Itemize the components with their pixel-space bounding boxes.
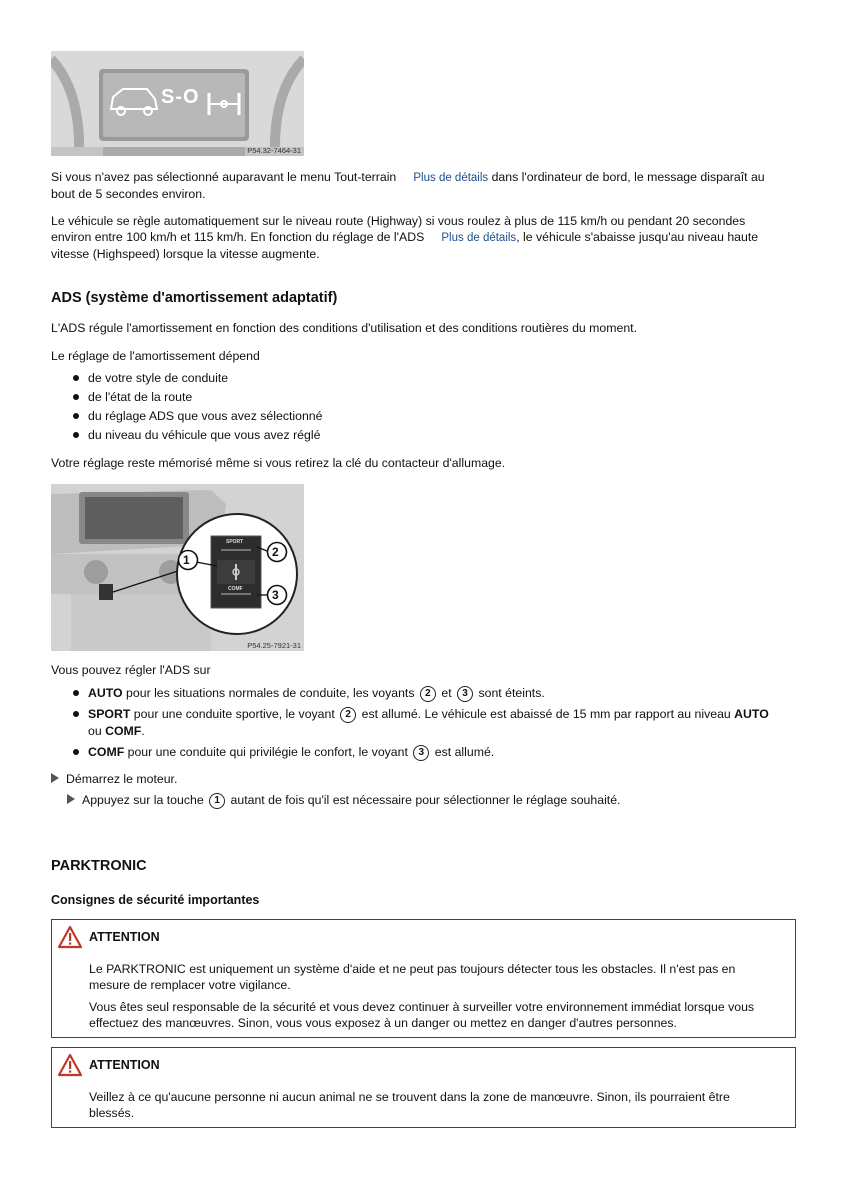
bullet-icon [73, 711, 79, 717]
warning-triangle-icon [57, 1053, 83, 1077]
bullet-icon [73, 432, 79, 438]
step-arrow-icon [67, 794, 75, 804]
comf-label: COMF [228, 586, 243, 592]
ads-settings-list [51, 685, 811, 766]
warning-title: ATTENTION [89, 930, 160, 944]
indicator-2-icon: 2 [340, 707, 356, 723]
step-start-engine: Démarrez le moteur. [51, 771, 177, 787]
indicator-2-icon: 2 [420, 686, 436, 702]
ads-paragraph-3: Votre réglage reste mémorisé même si vous retirez la clé du contacteur d'allumage. [51, 456, 506, 470]
callout-1: 1 [183, 553, 190, 567]
settings-intro: Vous pouvez régler l'ADS sur [51, 663, 211, 677]
list-item-sport: SPORT pour une conduite sportive, le voyant 2 est allumé. Le véhicule est abaissé de 15 mm par rapport au niveau AUTO ou COMF. [51, 706, 811, 744]
ads-heading: ADS (système d'amortissement adaptatif) [51, 290, 338, 306]
intro-paragraph-1: Si vous n'avez pas sélectionné auparavant le menu Tout-terrain Plus de détails dans l'ordinateur de bord, le message disparaît au bout de 5 secondes environ. [51, 170, 765, 201]
warning-text: Le PARKTRONIC est uniquement un système d'aide et ne peut pas toujours détecter tous les obstacles. Il n'est pas en mesure de remplacer votre vigilance. [89, 962, 736, 992]
intro-paragraph-2: Le véhicule se règle automatiquement sur le niveau route (Highway) si vous roulez à plus de 115 km/h ou pendant 20 secondes environ entre 100 km/h et 115 km/h. En fonction du réglage de l'ADS Plus de détails, le véhicule s'abaisse jusqu'au niveau haute vitesse (Highspeed) lorsque la vitesse augmente. [51, 214, 759, 261]
warning-triangle-icon [57, 925, 83, 949]
bullet-icon [73, 690, 79, 696]
indicator-3-icon: 3 [457, 686, 473, 702]
list-item: du réglage ADS que vous avez sélectionné [51, 408, 751, 427]
bullet-icon [73, 749, 79, 755]
list-item: du niveau du véhicule que vous avez réglé [51, 427, 751, 446]
bullet-icon [73, 394, 79, 400]
bullet-icon [73, 375, 79, 381]
figure-instrument-display [51, 51, 304, 156]
figure-ads-switch [51, 484, 304, 651]
warning-box-2 [51, 1047, 796, 1128]
ads-paragraph-2: Le réglage de l'amortissement dépend [51, 349, 260, 363]
list-item: de votre style de conduite [51, 370, 751, 389]
ads-paragraph-1: L'ADS régule l'amortissement en fonction des conditions d'utilisation et des conditions routières du moment. [51, 321, 637, 335]
ads-dependency-list [51, 370, 751, 446]
safety-subheading: Consignes de sécurité importantes [51, 893, 260, 907]
parktronic-heading: PARKTRONIC [51, 858, 147, 874]
step-arrow-icon [51, 773, 59, 783]
button-1-icon: 1 [209, 793, 225, 809]
warning-text: Veillez à ce qu'aucune personne ni aucun animal ne se trouvent dans la zone de manœuvre. Sinon, ils pourraient être blessés. [89, 1090, 730, 1120]
list-item-comf: COMF pour une conduite qui privilégie le confort, le voyant 3 est allumé. [51, 744, 811, 766]
warning-title: ATTENTION [89, 1058, 160, 1072]
more-details-link[interactable]: Plus de détails [413, 172, 489, 184]
list-item: de l'état de la route [51, 389, 751, 408]
list-item-auto: AUTO pour les situations normales de conduite, les voyants 2 et 3 sont éteints. [51, 685, 811, 706]
indicator-3-icon: 3 [413, 745, 429, 761]
figure-code: P54.25-7921-31 [247, 641, 301, 650]
callout-3: 3 [272, 588, 279, 602]
display-mode-text: S-O [161, 86, 200, 108]
callout-2: 2 [272, 545, 279, 559]
warning-box-1 [51, 919, 796, 1038]
figure-code: P54.32-7464-31 [247, 146, 301, 155]
warning-text: Vous êtes seul responsable de la sécurité et vous devez continuer à surveiller votre environnement immédiat lorsque vous effectuez des manœuvres. Sinon, vous vous exposez à un danger ou mettez en danger d'autres personnes. [89, 1000, 755, 1030]
bullet-icon [73, 413, 79, 419]
step-press-button: Appuyez sur la touche 1 autant de fois qu'il est nécessaire pour sélectionner le réglage souhaité. [67, 792, 620, 809]
sport-label: SPORT [226, 539, 244, 545]
more-details-link[interactable]: Plus de détails [441, 232, 517, 244]
